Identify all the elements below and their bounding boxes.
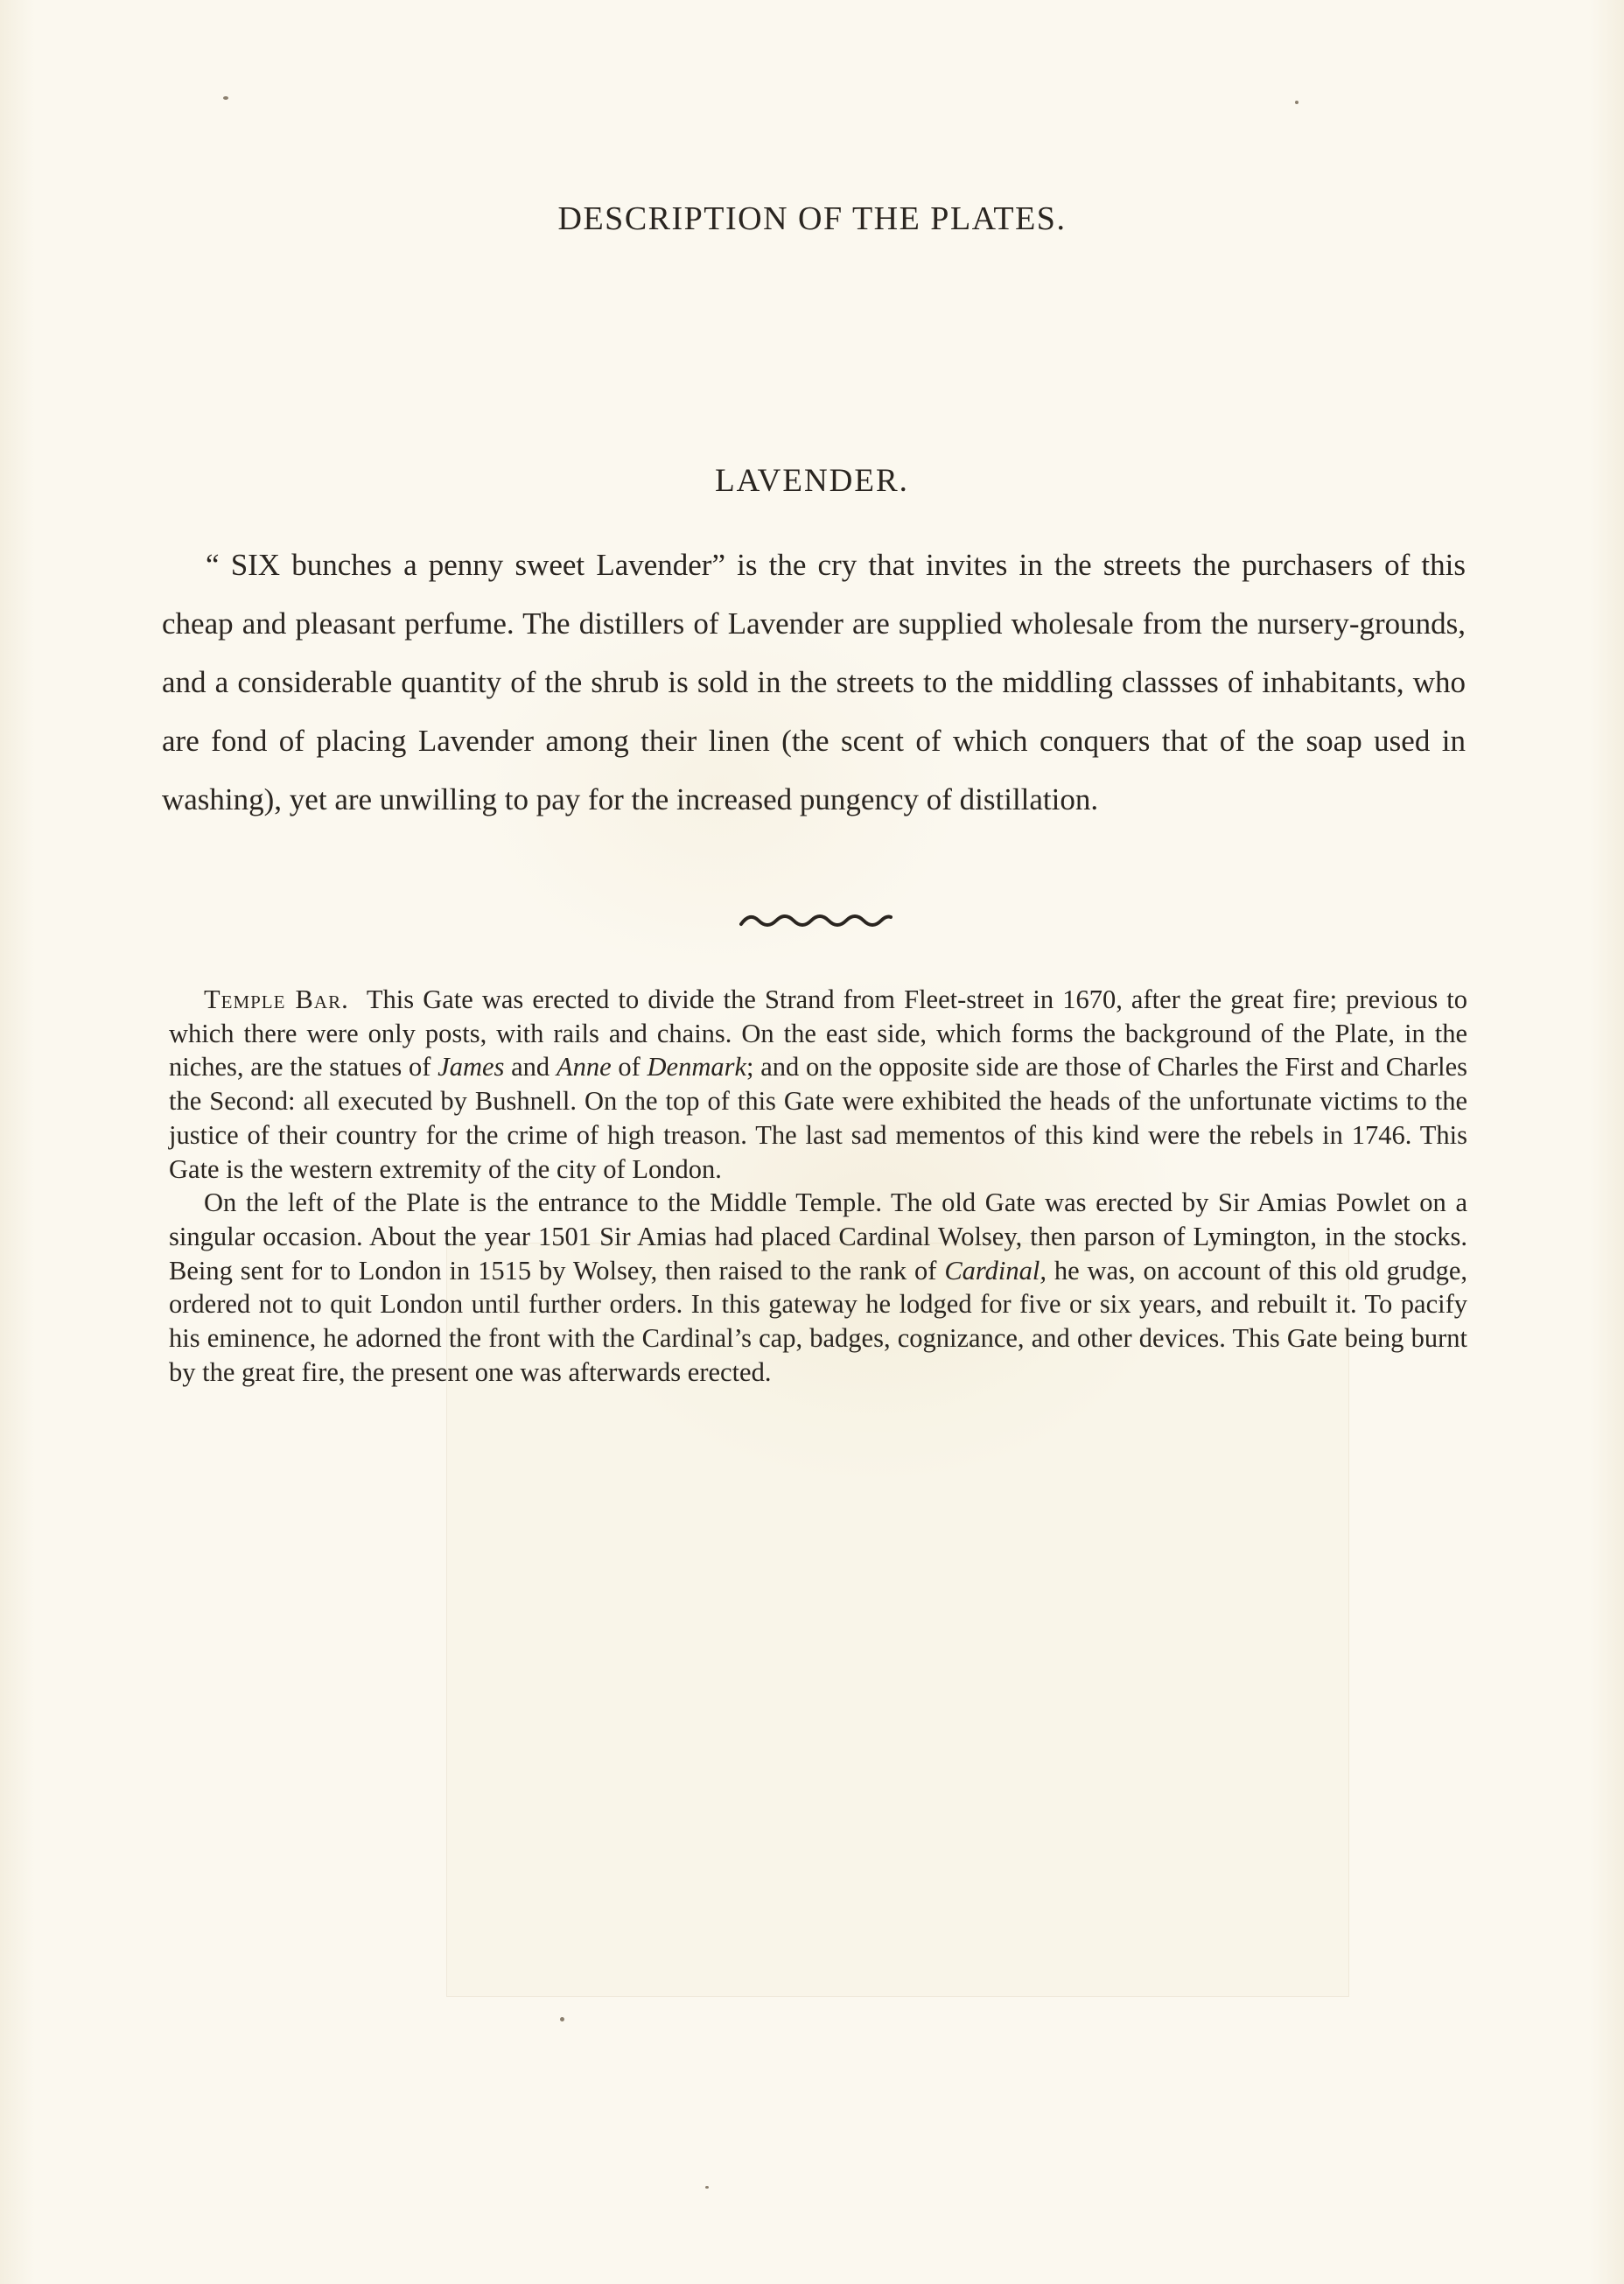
italic-name-denmark: Denmark bbox=[647, 1052, 746, 1082]
temple-bar-heading: Temple Bar. bbox=[204, 984, 349, 1014]
lavender-paragraph: “ SIX bunches a penny sweet Lavender” is the cry that invites in the streets the purchasers of this cheap and pleasant perfume. The distillers of Lavender are supplied wholesale from the nursery-grounds, and a considerable quantity of the shrub is sold in the streets to the middling classses of inhabitants, who are fond of placing Lavender among their linen (the scent of which conquers that of the soap used in washing), yet are unwilling to pay for the increased pungency of distillation. bbox=[162, 548, 1466, 816]
text-run: ; and on the opposite side are those of Charles the First and Charles the Second: all executed by Bushnell. On the top of this Gate were exhibited the heads of the unfortunate victims to the justice of their country for the crime of high treason. The last sad mementos of this kind were the rebels in 1746. This Gate is the western extremity of the city of London. bbox=[169, 1052, 1467, 1184]
text-run: and bbox=[504, 1052, 556, 1082]
paper-speck bbox=[223, 96, 228, 100]
text-run: On the left of the Plate is the entrance to the Middle Temple. The old Gate was erected by Sir Amias Powlet on a singular occasion. About the year 1501 Sir Amias had placed Cardinal Wolsey, then parson of Lymington, in the stocks. Being sent for to London in 1515 by Wolsey, then raised to the rank of bbox=[169, 1188, 1467, 1286]
italic-name-james: James bbox=[438, 1052, 505, 1082]
text-run: of bbox=[611, 1052, 648, 1082]
text-run: he was, on account of this old grudge, ordered not to quit London until further orders. In this gateway he lodged for five or six years, and rebuilt it. To pacify his eminence, he adorned the front with the Cardinal’s cap, badges, cognizance, and other devices. This Gate being burnt by the great fire, the present one was afterwards erected. bbox=[169, 1255, 1467, 1387]
paper-speck bbox=[560, 2017, 564, 2021]
italic-name-anne: Anne bbox=[556, 1052, 612, 1082]
paper-speck bbox=[1295, 101, 1298, 104]
temple-bar-notes bbox=[169, 983, 1467, 1389]
italic-word-cardinal: Cardinal, bbox=[944, 1255, 1046, 1286]
ornamental-flourish-icon bbox=[739, 910, 892, 931]
temple-bar-paragraph-1 bbox=[169, 983, 1467, 1186]
paper-speck bbox=[705, 2186, 709, 2189]
text-run: This Gate was erected to divide the Strand from Fleet-street in 1670, after the great fire; previous to which there were only posts, with rails and chains. On the east side, which forms the background of the Plate, in the niches, are the statues of bbox=[169, 984, 1468, 1082]
running-head: DESCRIPTION OF THE PLATES. bbox=[557, 200, 1067, 237]
temple-bar-paragraph-2 bbox=[169, 1186, 1467, 1389]
section-title: LAVENDER. bbox=[715, 463, 909, 499]
